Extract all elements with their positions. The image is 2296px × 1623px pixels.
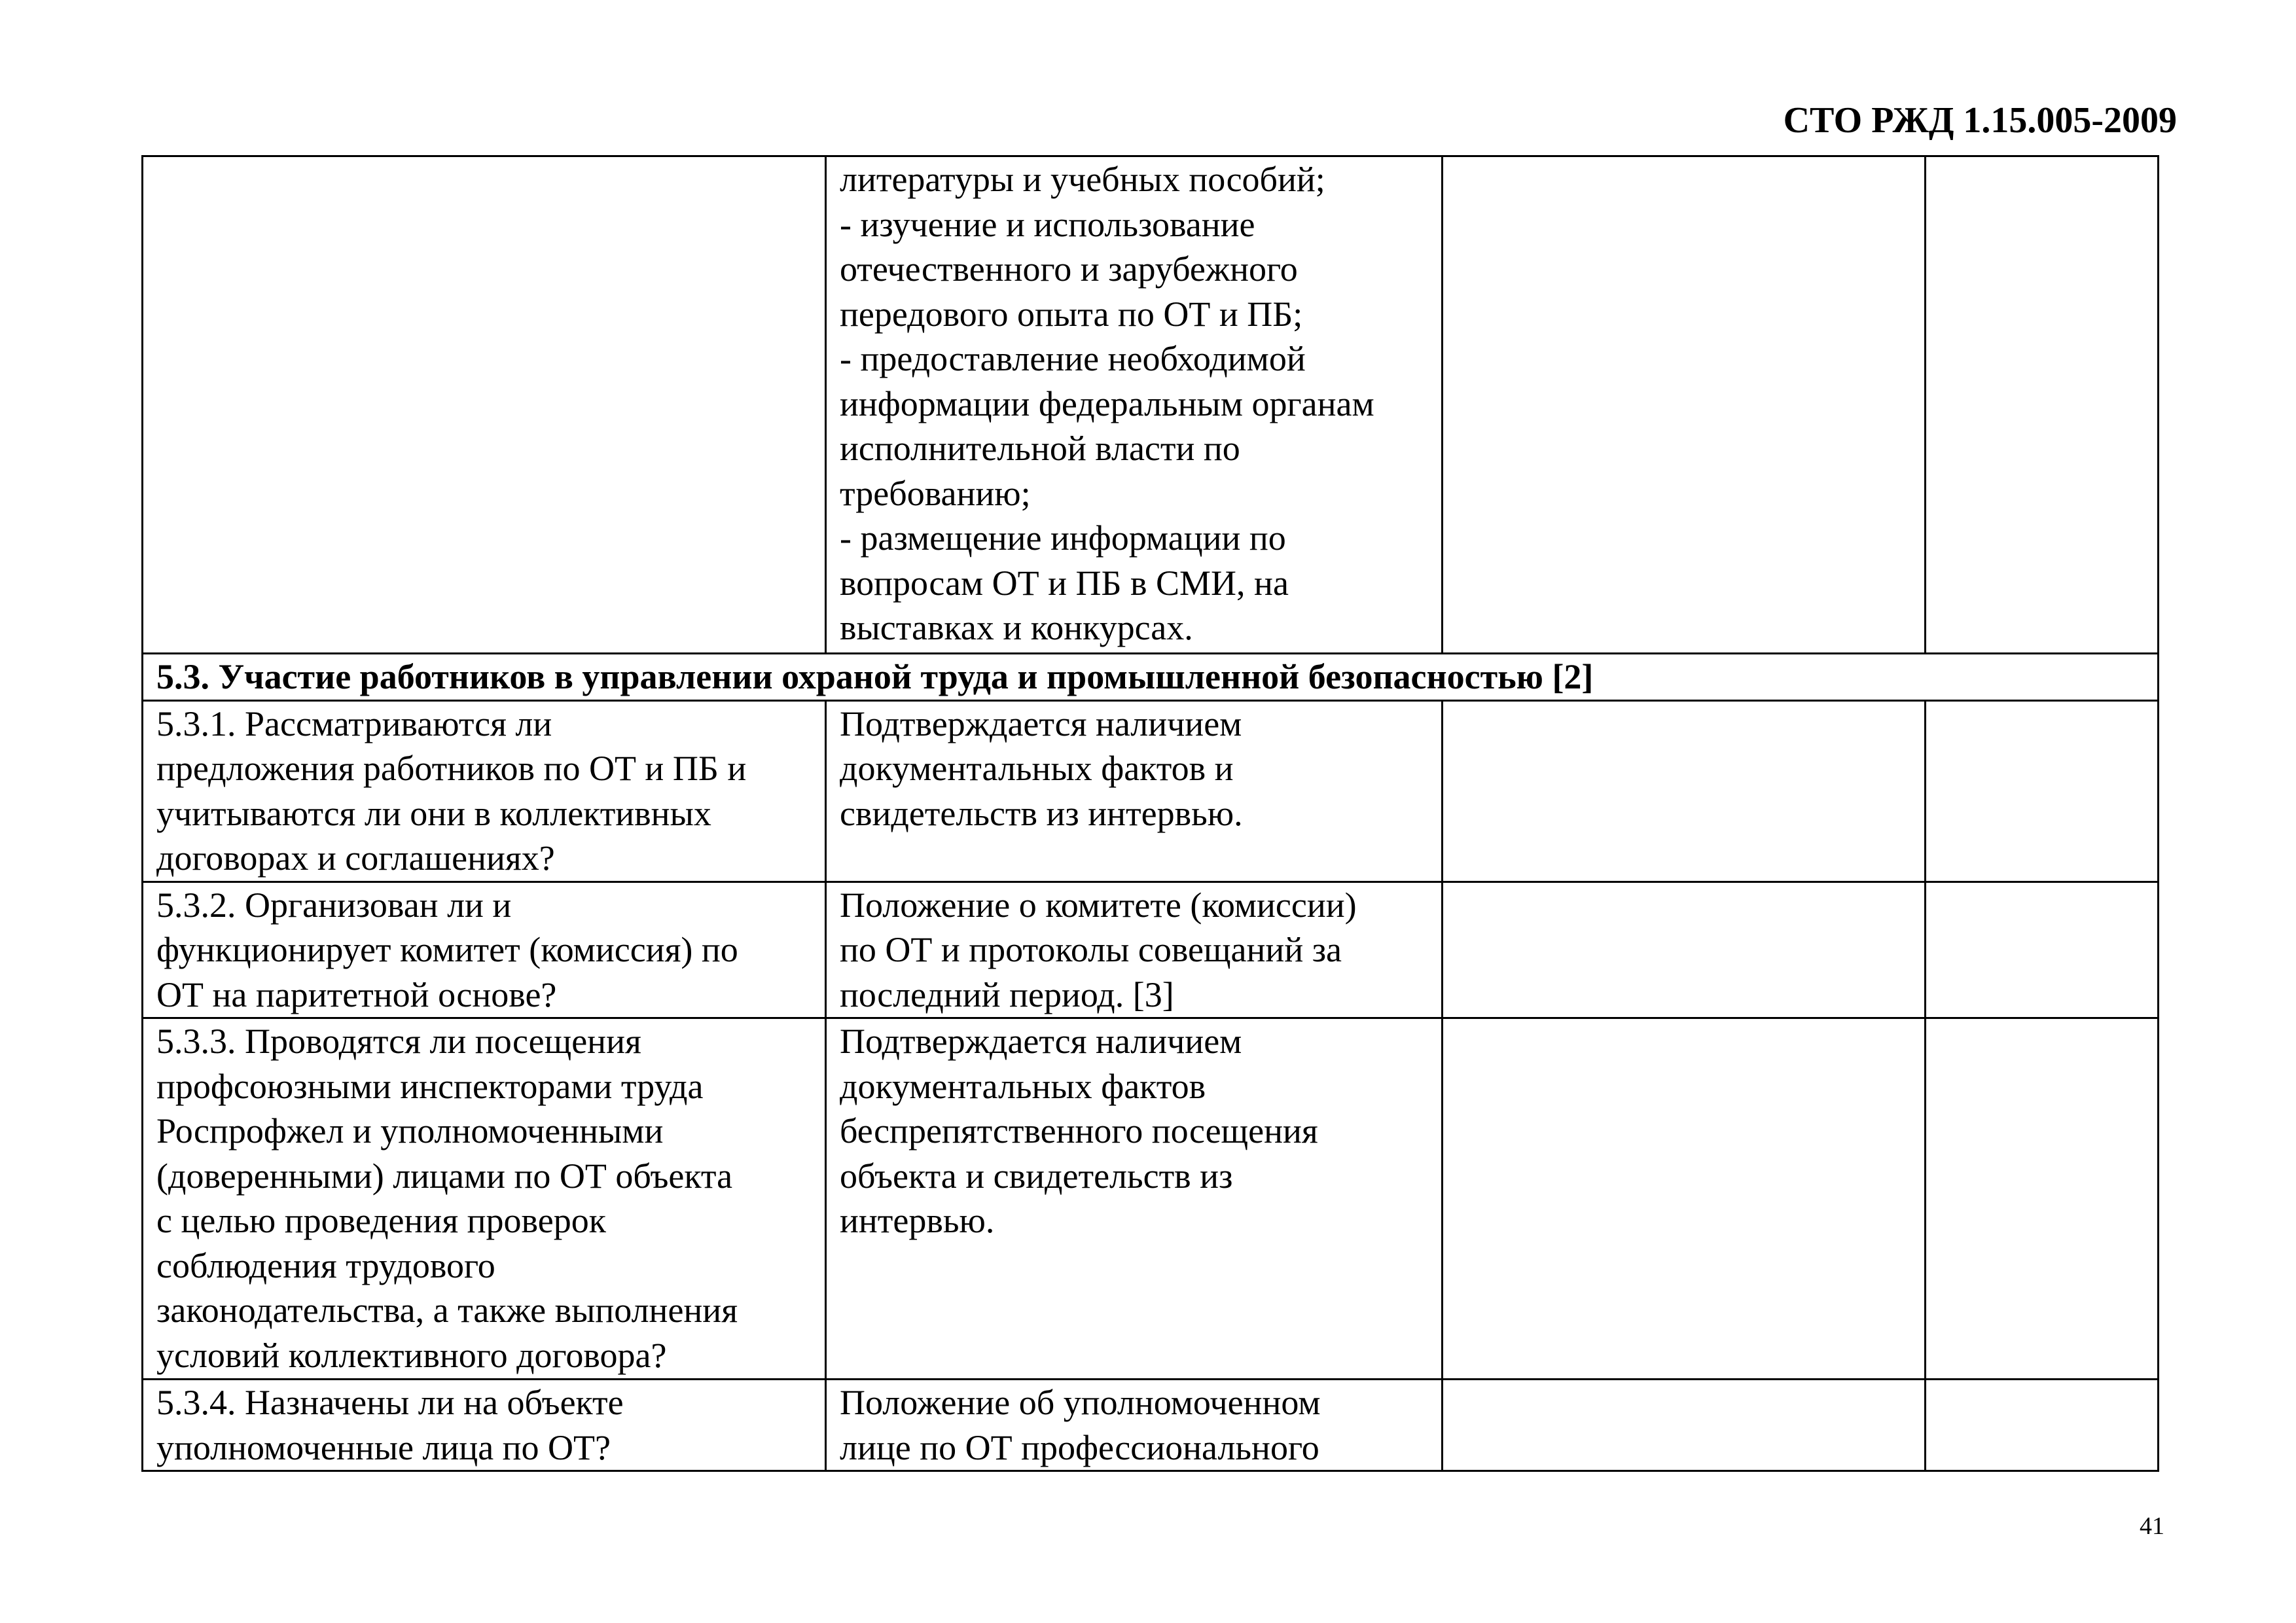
note-cell: [1926, 156, 2159, 654]
evidence-cell: Подтверждается наличием документальных фактов беспрепятственного посещения объекта и свидетельств из интервью.: [826, 1018, 1443, 1380]
note-cell: [1926, 700, 2159, 882]
assessment-cell: [1443, 882, 1926, 1018]
note-cell: [1926, 1380, 2159, 1471]
evidence-cell: литературы и учебных пособий; - изучение и использование отечественного и зарубежного передового опыта по ОТ и ПБ; - предоставление необходимой информации федеральным органам исполнительной власти по требованию; - размещение информации по вопросам ОТ и ПБ в СМИ, на выставках и конкурсах.: [826, 156, 1443, 654]
evidence-cell: Положение об уполномоченном лице по ОТ профессионального: [826, 1380, 1443, 1471]
requirements-table: [141, 155, 2159, 1472]
assessment-cell: [1443, 700, 1926, 882]
requirement-cell: 5.3.1. Рассматриваются ли предложения работников по ОТ и ПБ и учитываются ли они в коллективных договорах и соглашениях?: [143, 700, 826, 882]
requirement-cell: 5.3.3. Проводятся ли посещения профсоюзными инспекторами труда Роспрофжел и уполномоченными (доверенными) лицами по ОТ объекта с целью проведения проверок соблюдения трудового законодательства, а также выполнения условий коллективного договора?: [143, 1018, 826, 1380]
table-row: [143, 1380, 2159, 1471]
evidence-cell: Подтверждается наличием документальных фактов и свидетельств из интервью.: [826, 700, 1443, 882]
assessment-cell: [1443, 1018, 1926, 1380]
note-cell: [1926, 882, 2159, 1018]
document-code: СТО РЖД 1.15.005-2009: [1783, 100, 2177, 141]
requirement-cell: 5.3.4. Назначены ли на объекте уполномоченные лица по ОТ?: [143, 1380, 826, 1471]
evidence-cell: Положение о комитете (комиссии) по ОТ и протоколы совещаний за последний период. [3]: [826, 882, 1443, 1018]
table-row: [143, 700, 2159, 882]
section-title: 5.3. Участие работников в управлении охраной труда и промышленной безопасностью [2]: [143, 654, 2159, 701]
table-row: [143, 156, 2159, 654]
assessment-cell: [1443, 1380, 1926, 1471]
requirement-cell: [143, 156, 826, 654]
page-number: 41: [2140, 1512, 2164, 1540]
note-cell: [1926, 1018, 2159, 1380]
table-row: [143, 1018, 2159, 1380]
table-row: [143, 882, 2159, 1018]
requirement-cell: 5.3.2. Организован ли и функционирует комитет (комиссия) по ОТ на паритетной основе?: [143, 882, 826, 1018]
assessment-cell: [1443, 156, 1926, 654]
section-row: [143, 654, 2159, 701]
